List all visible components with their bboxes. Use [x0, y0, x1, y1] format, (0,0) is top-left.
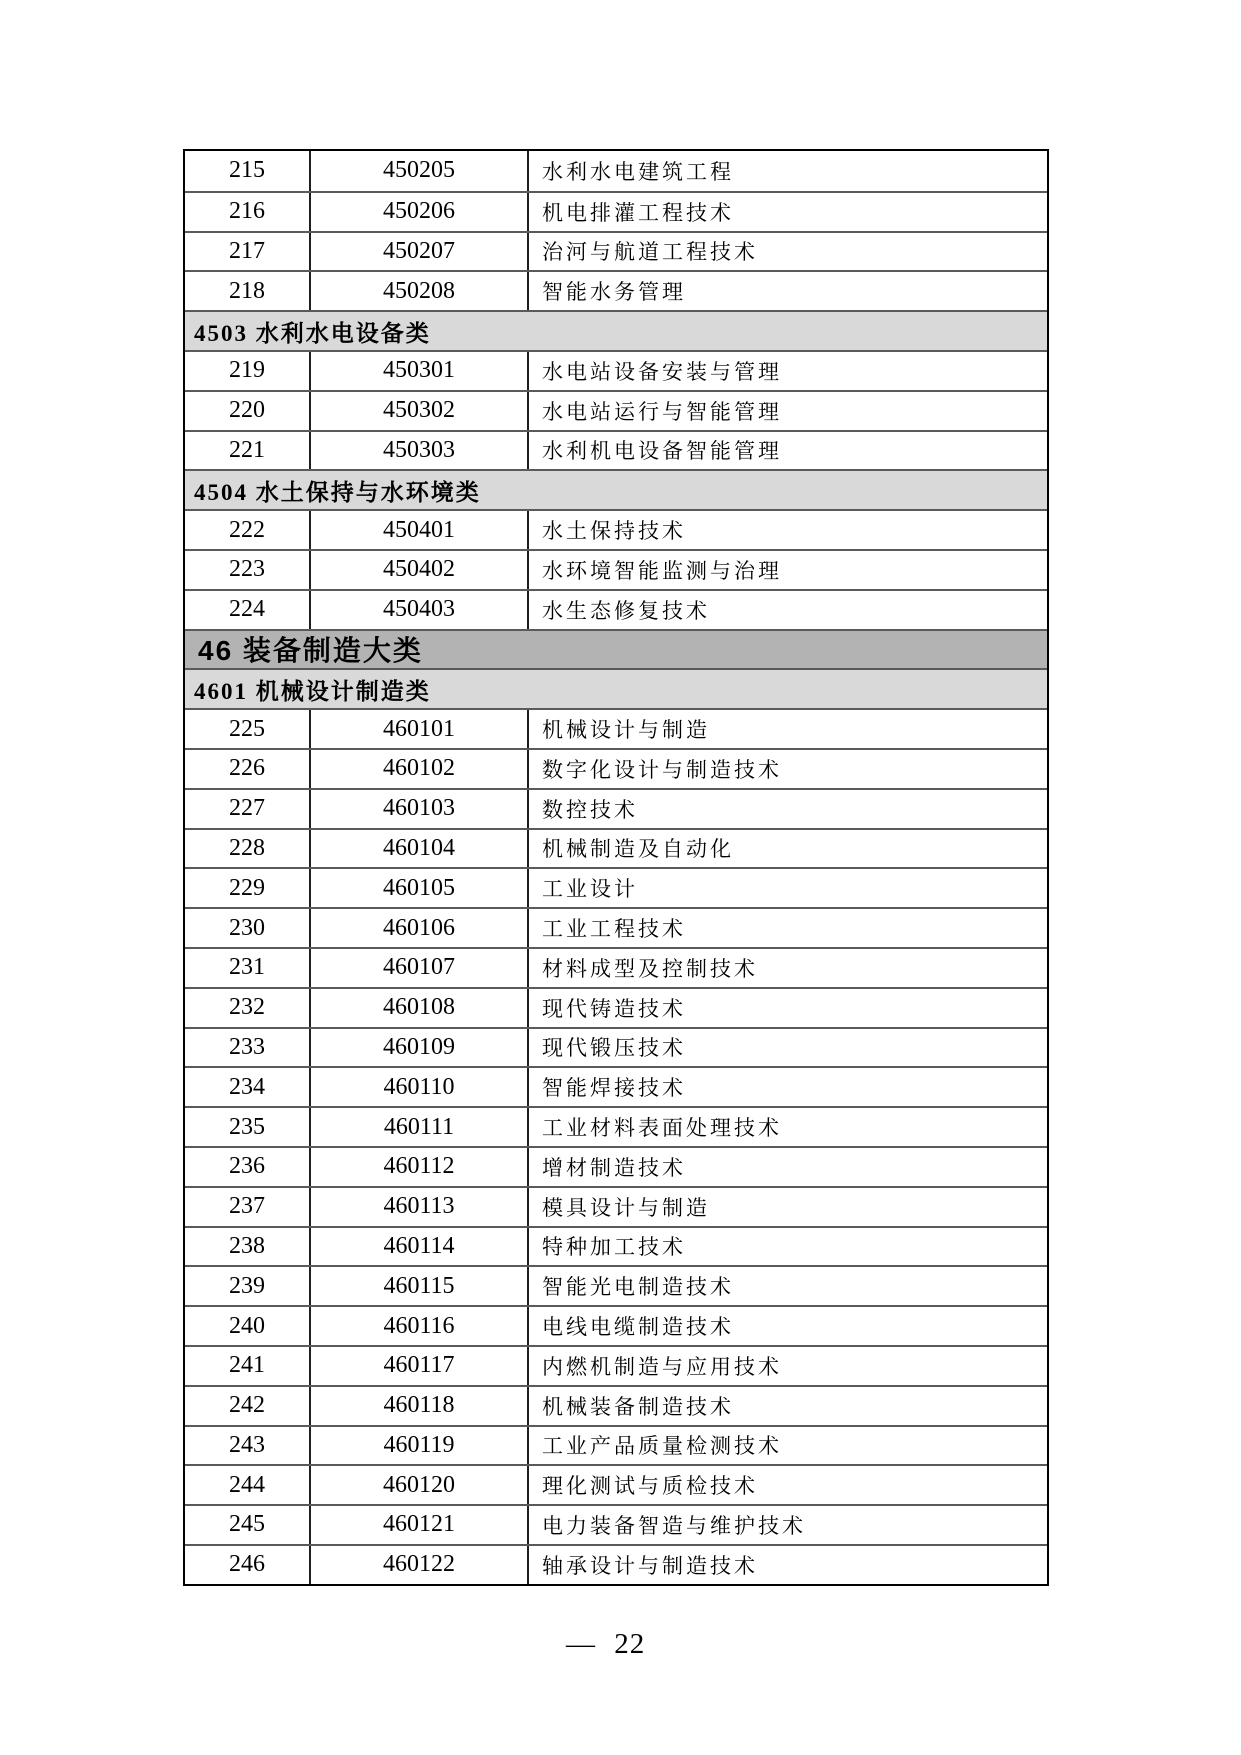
seq-cell: 241 [185, 1347, 311, 1385]
code-cell: 460115 [311, 1267, 529, 1305]
code-cell: 460103 [311, 790, 529, 828]
major-name-cell: 水电站设备安装与管理 [542, 359, 782, 384]
code-cell: 460122 [311, 1546, 529, 1584]
table-row [185, 509, 1047, 549]
code-cell: 460119 [311, 1427, 529, 1465]
code-cell: 460110 [311, 1068, 529, 1106]
table-row [185, 1265, 1047, 1305]
seq-cell: 238 [185, 1228, 311, 1266]
table-row [185, 549, 1047, 589]
major-name-cell: 现代锻压技术 [542, 1036, 686, 1061]
section-header-row [185, 668, 1047, 708]
code-cell: 460105 [311, 869, 529, 907]
table-row [185, 589, 1047, 629]
seq-cell: 242 [185, 1387, 311, 1425]
seq-cell: 234 [185, 1068, 311, 1106]
code-cell: 460114 [311, 1228, 529, 1266]
major-name-cell: 理化测试与质检技术 [542, 1474, 758, 1499]
major-name-cell: 智能光电制造技术 [542, 1275, 734, 1300]
seq-cell: 217 [185, 233, 311, 271]
major-name-cell: 工业工程技术 [542, 917, 686, 942]
seq-cell: 237 [185, 1188, 311, 1226]
seq-cell: 221 [185, 432, 311, 470]
seq-cell: 223 [185, 551, 311, 589]
code-cell: 460117 [311, 1347, 529, 1385]
seq-cell: 216 [185, 193, 311, 231]
table-row [185, 430, 1047, 470]
code-cell: 450303 [311, 432, 529, 470]
table-row [185, 1066, 1047, 1106]
section-header-row [185, 469, 1047, 509]
code-cell: 460107 [311, 949, 529, 987]
table-row [185, 1425, 1047, 1465]
seq-cell: 220 [185, 392, 311, 430]
seq-cell: 227 [185, 790, 311, 828]
seq-cell: 215 [185, 151, 311, 191]
section-label: 46 装备制造大类 [198, 635, 423, 667]
major-name-cell: 水电站运行与智能管理 [542, 399, 782, 424]
major-name-cell: 数控技术 [542, 797, 638, 822]
major-name-cell: 水利机电设备智能管理 [542, 439, 782, 464]
seq-cell: 244 [185, 1466, 311, 1504]
code-cell: 460104 [311, 830, 529, 868]
seq-cell: 228 [185, 830, 311, 868]
major-name-cell: 增材制造技术 [542, 1155, 686, 1180]
section-header-row [185, 310, 1047, 350]
seq-cell: 236 [185, 1148, 311, 1186]
section-label: 4601 机械设计制造类 [194, 678, 431, 704]
major-name-cell: 智能焊接技术 [542, 1076, 686, 1101]
code-cell: 460109 [311, 1029, 529, 1067]
table-row [185, 390, 1047, 430]
code-cell: 450403 [311, 591, 529, 629]
code-cell: 460106 [311, 909, 529, 947]
seq-cell: 230 [185, 909, 311, 947]
code-cell: 460111 [311, 1108, 529, 1146]
table-row [185, 1186, 1047, 1226]
code-cell: 460116 [311, 1307, 529, 1345]
code-cell: 460118 [311, 1387, 529, 1425]
section-header-row [185, 629, 1047, 669]
table-row [185, 1345, 1047, 1385]
page-number: — 22 [566, 1628, 646, 1660]
seq-cell: 245 [185, 1506, 311, 1544]
code-cell: 460120 [311, 1466, 529, 1504]
table-row [185, 1305, 1047, 1345]
seq-cell: 240 [185, 1307, 311, 1345]
code-cell: 450401 [311, 511, 529, 549]
major-name-cell: 水环境智能监测与治理 [542, 558, 782, 583]
table-row [185, 1385, 1047, 1425]
table-row [185, 1106, 1047, 1146]
seq-cell: 239 [185, 1267, 311, 1305]
table-row [185, 350, 1047, 390]
major-name-cell: 水土保持技术 [542, 519, 686, 544]
code-cell: 450205 [311, 151, 529, 191]
major-name-cell: 数字化设计与制造技术 [542, 757, 782, 782]
seq-cell: 226 [185, 750, 311, 788]
table-row [185, 828, 1047, 868]
code-cell: 460108 [311, 989, 529, 1027]
seq-cell: 231 [185, 949, 311, 987]
major-name-cell: 电力装备智造与维护技术 [542, 1513, 806, 1538]
table-row [185, 1464, 1047, 1504]
table-row [185, 151, 1047, 191]
table-row [185, 907, 1047, 947]
table-row [185, 748, 1047, 788]
majors-table [183, 149, 1049, 1586]
code-cell: 450402 [311, 551, 529, 589]
seq-cell: 229 [185, 869, 311, 907]
major-name-cell: 机械装备制造技术 [542, 1394, 734, 1419]
code-cell: 450206 [311, 193, 529, 231]
table-row [185, 987, 1047, 1027]
code-cell: 450302 [311, 392, 529, 430]
seq-cell: 218 [185, 272, 311, 310]
major-name-cell: 电线电缆制造技术 [542, 1315, 734, 1339]
table-row [185, 867, 1047, 907]
code-cell: 460101 [311, 710, 529, 748]
code-cell: 450207 [311, 233, 529, 271]
major-name-cell: 内燃机制造与应用技术 [542, 1354, 782, 1379]
table-row [185, 1544, 1047, 1584]
major-name-cell: 工业设计 [542, 877, 638, 902]
code-cell: 450208 [311, 272, 529, 310]
table-row [185, 788, 1047, 828]
major-name-cell: 机电排灌工程技术 [542, 200, 734, 225]
table-row [185, 1027, 1047, 1067]
major-name-cell: 模具设计与制造 [542, 1195, 710, 1220]
code-cell: 460112 [311, 1148, 529, 1186]
section-label: 4503 水利水电设备类 [194, 320, 431, 346]
seq-cell: 233 [185, 1029, 311, 1067]
major-name-cell: 轴承设计与制造技术 [542, 1553, 758, 1578]
major-name-cell: 智能水务管理 [542, 280, 686, 305]
table-row [185, 1146, 1047, 1186]
seq-cell: 222 [185, 511, 311, 549]
table-row [185, 270, 1047, 310]
major-name-cell: 水利水电建筑工程 [542, 159, 734, 184]
seq-cell: 235 [185, 1108, 311, 1146]
code-cell: 460121 [311, 1506, 529, 1544]
major-name-cell: 机械设计与制造 [542, 718, 710, 743]
table-row [185, 1504, 1047, 1544]
seq-cell: 219 [185, 352, 311, 390]
major-name-cell: 特种加工技术 [542, 1235, 686, 1260]
major-name-cell: 治河与航道工程技术 [542, 240, 758, 265]
seq-cell: 246 [185, 1546, 311, 1584]
code-cell: 460102 [311, 750, 529, 788]
major-name-cell: 工业材料表面处理技术 [542, 1116, 782, 1141]
code-cell: 450301 [311, 352, 529, 390]
major-name-cell: 机械制造及自动化 [542, 837, 734, 862]
seq-cell: 243 [185, 1427, 311, 1465]
table-row [185, 231, 1047, 271]
seq-cell: 225 [185, 710, 311, 748]
code-cell: 460113 [311, 1188, 529, 1226]
major-name-cell: 现代铸造技术 [542, 996, 686, 1021]
major-name-cell: 水生态修复技术 [542, 598, 710, 623]
seq-cell: 232 [185, 989, 311, 1027]
major-name-cell: 材料成型及控制技术 [542, 956, 758, 981]
seq-cell: 224 [185, 591, 311, 629]
table-row [185, 191, 1047, 231]
section-label: 4504 水土保持与水环境类 [194, 479, 481, 505]
table-row [185, 708, 1047, 748]
major-name-cell: 工业产品质量检测技术 [542, 1434, 782, 1459]
table-row [185, 947, 1047, 987]
table-row [185, 1226, 1047, 1266]
